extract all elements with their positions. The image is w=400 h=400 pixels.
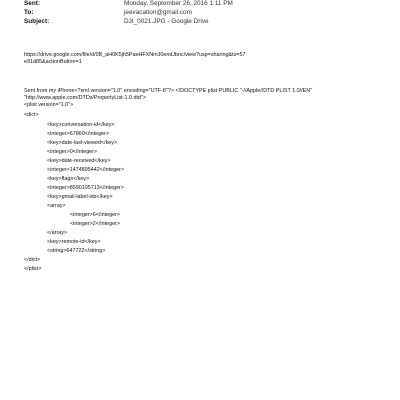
xml-line: <array> [47, 203, 66, 209]
xml-line: <dict> [24, 112, 39, 118]
to-value: jeevacation@gmail.com [124, 9, 192, 16]
xml-line: </dict> [24, 257, 41, 263]
xml-line: <integer>6</integer> [70, 212, 121, 218]
xml-line: <key>gmail-label-ids</key> [47, 194, 113, 200]
xml-line: </plist> [24, 266, 42, 272]
subject-value: DJI_0021.JPG - Google Drive [124, 18, 209, 25]
xml-line: <integer>8590195713</integer> [47, 185, 125, 191]
drive-link-line-2: e91d85&actionButton=1 [24, 59, 82, 65]
xml-line: <key>date-last-viewed</key> [47, 140, 118, 146]
xml-line: <plist version="1.0"> [24, 102, 74, 108]
sent-label: Sent: [24, 0, 40, 7]
to-label: To: [24, 9, 34, 16]
xml-line: <key>conversation-id</key> [47, 122, 115, 128]
xml-line: <string>647722</string> [47, 248, 106, 254]
xml-line: <integer>1474895442</integer> [47, 167, 125, 173]
xml-line: </array> [47, 230, 68, 236]
drive-link-line-1: https://drive.google.com/file/d/0B_aH0K5jh5PaeHFXNmJ0endJbnc/view?usp=sharing&ts=57 [24, 52, 246, 58]
subject-label: Subject: [24, 18, 50, 25]
xml-line: <key>flags</key> [47, 176, 90, 182]
xml-line: <key>remote-id</key> [47, 239, 101, 245]
sent-from-line-2: "http://www.apple.com/DTDs/PropertyList-1.0.dtd"> [24, 95, 147, 101]
sent-from-line-1: Sent from my iPhone<?xml version="1.0" encoding="UTF-8"?> <!DOCTYPE plist PUBLIC "-//Apple//DTD PLIST 1.0//EN" [24, 88, 313, 94]
xml-line: <key>date-received</key> [47, 158, 111, 164]
xml-line: <integer>67860</integer> [47, 131, 110, 137]
xml-line: <integer>0</integer> [47, 149, 98, 155]
xml-line: <integer>2</integer> [70, 221, 121, 227]
sent-value: Monday, September 26, 2016 1:11 PM [124, 0, 233, 7]
